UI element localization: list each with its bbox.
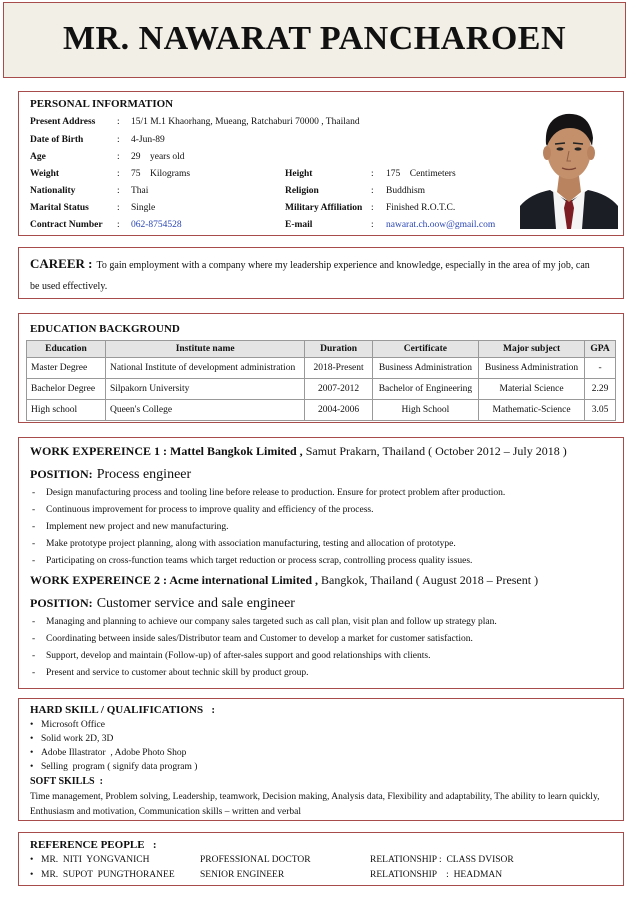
weight-label: Weight [30, 169, 60, 179]
religion-value: Buddhism [386, 186, 426, 196]
work1-heading [30, 444, 567, 459]
dash-bullet: - [32, 634, 36, 644]
work2-position-title: Customer service and sale engineer [96, 596, 295, 611]
career-text-cont: be used effectively. [30, 281, 108, 292]
column-header: Duration [305, 341, 372, 358]
marital-label: Marital Status [30, 203, 89, 213]
work2-position [30, 594, 295, 612]
table-cell: 2.29 [585, 379, 616, 400]
colon: : [117, 169, 120, 179]
table-cell: Silpakorn University [105, 379, 304, 400]
dash-bullet: - [32, 617, 36, 627]
work2-duty: Managing and planning to achieve our company sales targeted such as call plan, visit plan and follow up strategy plan. [46, 617, 497, 627]
table-cell: High School [372, 400, 478, 421]
colon: : [117, 186, 120, 196]
dash-bullet: - [32, 668, 36, 678]
table-cell: Queen's College [105, 400, 304, 421]
table-cell: 2018-Present [305, 358, 372, 379]
reference-heading: REFERENCE PEOPLE : [30, 839, 157, 851]
colon: : [371, 203, 374, 213]
position-label: POSITION: [30, 467, 93, 481]
work1-duty: Design manufacturing process and tooling line before release to production. Ensure for protect problem after production. [46, 488, 506, 498]
table-cell: 3.05 [585, 400, 616, 421]
career-text: To gain employment with a company where my leadership experience and knowledge, especially in the area of my job, can [96, 260, 590, 271]
work2-company: WORK EXPEREINCE 2 : Acme international Limited , [30, 573, 318, 587]
skill-item: Adobe Illastrator , Adobe Photo Shop [41, 748, 187, 758]
table-cell: Business Administration [478, 358, 584, 379]
table-cell: High school [27, 400, 106, 421]
age-label: Age [30, 152, 46, 162]
table-row [27, 358, 616, 379]
table-cell: Business Administration [372, 358, 478, 379]
table-cell: Material Science [478, 379, 584, 400]
applicant-name: MR. NAWARAT PANCHAROEN [62, 20, 567, 57]
work2-duty: Support, develop and maintain (Follow-up) of after-sales support and good relationships with clients. [46, 651, 431, 661]
table-cell: - [585, 358, 616, 379]
colon: : [117, 203, 120, 213]
column-header: Education [27, 341, 106, 358]
reference-name: MR. NITI YONGVANICH [41, 855, 150, 865]
bullet: • [30, 855, 34, 865]
work1-location-dates: Samut Prakarn, Thailand ( October 2012 – July 2018 ) [305, 444, 567, 458]
work1-position [30, 465, 191, 483]
education-table [26, 340, 616, 421]
nationality-label: Nationality [30, 186, 76, 196]
skills-section [18, 698, 624, 821]
soft-skill-heading: SOFT SKILLS : [30, 776, 103, 787]
work1-duty: Continuous improvement for process to improve quality and efficiency of the process. [46, 505, 374, 515]
work2-heading [30, 573, 538, 588]
dob-label: Date of Birth [30, 135, 84, 145]
dash-bullet: - [32, 488, 36, 498]
address-label: Present Address [30, 117, 96, 127]
skill-item: Microsoft Office [41, 720, 105, 730]
age-value: 29 years old [131, 152, 185, 162]
table-cell: National Institute of development administration [105, 358, 304, 379]
career-label: CAREER : [30, 256, 93, 271]
work2-duty: Present and service to customer about technic skill by product group. [46, 668, 309, 678]
colon: : [371, 186, 374, 196]
religion-label: Religion [285, 186, 319, 196]
bullet: • [30, 762, 34, 772]
work1-duty: Make prototype project planning, along with association manufacturing, testing and allocation of prototype. [46, 539, 456, 549]
personal-info-heading: PERSONAL INFORMATION [30, 98, 174, 110]
hard-skill-heading: HARD SKILL / QUALIFICATIONS : [30, 704, 215, 716]
table-cell: Bachelor Degree [27, 379, 106, 400]
soft-skills-text: Time management, Problem solving, Leadership, teamwork, Decision making, Analysis data, Flexibility and adaptability, The ability to learn quickly, [30, 792, 600, 802]
name-banner [3, 2, 626, 78]
table-cell: 2007-2012 [305, 379, 372, 400]
weight-value: 75 Kilograms [131, 169, 191, 179]
education-heading: EDUCATION BACKGROUND [30, 323, 180, 335]
dash-bullet: - [32, 539, 36, 549]
column-header: Certificate [372, 341, 478, 358]
bullet: • [30, 720, 34, 730]
height-label: Height [285, 169, 313, 179]
column-header: Major subject [478, 341, 584, 358]
dash-bullet: - [32, 505, 36, 515]
colon: : [117, 135, 120, 145]
soft-skills-text-cont: Enthusiasm and motivation, Communication skills – written and verbal [30, 807, 301, 817]
bullet: • [30, 748, 34, 758]
position-label: POSITION: [30, 596, 93, 610]
colon: : [117, 117, 120, 127]
work-experience-section [18, 437, 624, 689]
phone-link[interactable]: 062-8754528 [131, 220, 182, 230]
reference-name: MR. SUPOT PUNGTHORANEE [41, 870, 175, 880]
email-link[interactable]: nawarat.ch.oow@gmail.com [386, 220, 496, 230]
skill-item: Selling program ( signify data program ) [41, 762, 198, 772]
skill-item: Solid work 2D, 3D [41, 734, 114, 744]
table-cell: 2004-2006 [305, 400, 372, 421]
contact-label: Contract Number [30, 220, 103, 230]
table-row [27, 379, 616, 400]
dash-bullet: - [32, 522, 36, 532]
nationality-value: Thai [131, 186, 149, 196]
marital-value: Single [131, 203, 156, 213]
bullet: • [30, 870, 34, 880]
table-header-row [27, 341, 616, 358]
colon: : [371, 169, 374, 179]
dash-bullet: - [32, 651, 36, 661]
colon: : [371, 220, 374, 230]
table-cell: Master Degree [27, 358, 106, 379]
work2-duty: Coordinating between inside sales/Distributor team and Customer to develop a market for customer satisfaction. [46, 634, 473, 644]
bullet: • [30, 734, 34, 744]
reference-title: SENIOR ENGINEER [200, 870, 285, 880]
reference-section [18, 832, 624, 886]
height-value: 175 Centimeters [386, 169, 456, 179]
reference-relationship: RELATIONSHIP : HEADMAN [370, 870, 503, 880]
work1-company: WORK EXPEREINCE 1 : Mattel Bangkok Limited , [30, 444, 303, 458]
work2-location-dates: Bangkok, Thailand ( August 2018 – Present ) [321, 573, 539, 587]
table-cell: Mathematic-Science [478, 400, 584, 421]
military-label: Military Affiliation [285, 203, 363, 213]
career-objective [30, 254, 620, 296]
work1-duty: Implement new project and new manufacturing. [46, 522, 229, 532]
table-cell: Bachelor of Engineering [372, 379, 478, 400]
address-value: 15/1 M.1 Khaorhang, Mueang, Ratchaburi 70000 , Thailand [131, 117, 360, 127]
reference-title: PROFESSIONAL DOCTOR [200, 855, 311, 865]
work1-duty: Participating on cross-function teams which target reduction or process scrap, controlling process quality issues. [46, 556, 473, 566]
military-value: Finished R.O.T.C. [386, 203, 456, 213]
email-label: E-mail [285, 220, 313, 230]
career-section [18, 247, 624, 299]
reference-relationship: RELATIONSHIP : CLASS DVISOR [370, 855, 514, 865]
column-header: GPA [585, 341, 616, 358]
work1-position-title: Process engineer [96, 467, 192, 482]
colon: : [117, 152, 120, 162]
profile-photo [520, 98, 618, 229]
dob-value: 4-Jun-89 [131, 135, 165, 145]
column-header: Institute name [105, 341, 304, 358]
dash-bullet: - [32, 556, 36, 566]
table-row [27, 400, 616, 421]
colon: : [117, 220, 120, 230]
